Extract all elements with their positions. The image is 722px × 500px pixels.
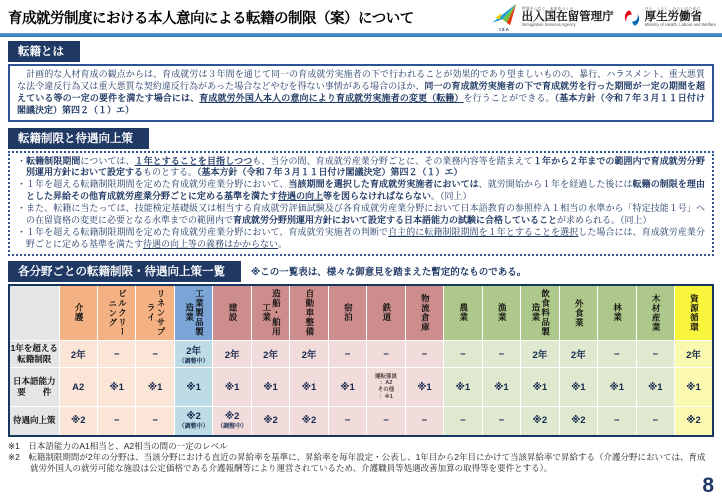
column-header-label: 工業製品製造業 (184, 289, 205, 337)
seigen-policy-box (8, 151, 714, 256)
table-cell: 2年 (59, 341, 97, 368)
table-cell: ※2 (675, 407, 714, 436)
text-segment: １年から２年までの範囲内で育成就労分野別運用方針において設定する (26, 155, 705, 178)
table-cell: 2年 (290, 341, 328, 368)
table-cell: − (482, 407, 520, 436)
text-segment: （基本方針（令和７年３月１１日付け閣議決定）第四２（１）エ） (17, 92, 705, 115)
column-header-green (636, 285, 674, 341)
table-cell: − (328, 341, 366, 368)
table-cell: ※1 (636, 368, 674, 407)
column-header-green (444, 285, 482, 341)
table-cell: ※2 （調整中） (213, 407, 251, 436)
table-cell: − (405, 341, 443, 368)
mhlw-logo-text (645, 7, 716, 28)
table-cell: − (367, 341, 405, 368)
text-segment: 待遇の向上等の義務はかからない (143, 238, 279, 249)
table-corner-cell (9, 285, 59, 341)
column-header-label: 造船・舶用工業 (261, 289, 282, 337)
isa-plane-icon (491, 3, 519, 32)
table-cell: − (367, 407, 405, 436)
text-segment: ものとする。 (143, 167, 198, 178)
table-cell: − (482, 341, 520, 368)
table-cell: ※1 (97, 368, 135, 407)
column-header-rose (213, 285, 251, 341)
table-cell: 2年 （調整中） (174, 341, 212, 368)
column-header-green (482, 285, 520, 341)
column-header-orange (59, 285, 97, 341)
column-header-label: 木材産業 (651, 293, 662, 332)
table-cell: ※1 (251, 368, 289, 407)
column-header-orange (136, 285, 174, 341)
text-segment: 転籍の制限を理由とした昇給その他育成就労産業分野ごとに定める基準を満たす (26, 179, 705, 202)
column-header-label: 外食業 (574, 298, 585, 327)
table-cell: ※1 (136, 368, 174, 407)
table-cell: 2年 (521, 341, 559, 368)
text-segment: も、当分の間、育成就労産業分野ごとに、その業務内容等を踏まえて (252, 155, 533, 166)
tenseki-definition-box (8, 64, 714, 122)
table-cell: ※1 (213, 368, 251, 407)
table-cell: − (636, 407, 674, 436)
policy-bullet-1 (17, 156, 705, 180)
text-segment: ・ (17, 155, 27, 166)
column-header-label: 林業 (612, 303, 623, 323)
table-cell: − (405, 407, 443, 436)
section-label-seigen: 転籍制限と待遇向上策 (8, 128, 149, 149)
table-cell: − (444, 341, 482, 368)
column-header-label: 介護 (74, 303, 85, 323)
table-cell: − (136, 407, 174, 436)
row-label: 待遇向上策 (9, 407, 59, 436)
text-segment: ・１年を超える転籍制限期間を定めた育成就労産業分野において、 (17, 179, 289, 190)
column-header-label: 農業 (458, 303, 469, 323)
table-cell: 運転係員 ：A2 その他 ：※1 (367, 368, 405, 407)
text-segment: 自主的に転籍制限期間を１年とすることを選択 (388, 226, 579, 237)
page-title: 育成就労制度における本人意向による転籍の制限（案）について (8, 11, 414, 27)
row-label: 1年を超える 転籍制限 (9, 341, 59, 368)
text-segment: 育成就労分野別運用方針において設定する日本語能力の試験に合格していること (233, 214, 558, 225)
table-note: ※この一覧表は、様々な御意見を踏まえた暫定的なものである。 (251, 267, 527, 278)
column-header-green (559, 285, 597, 341)
text-segment: 。 (278, 238, 288, 249)
paper-plane-icon (491, 3, 519, 27)
table-cell: ※1 (328, 368, 366, 407)
table-row (9, 407, 713, 436)
tenseki-paragraph (17, 69, 705, 117)
column-header-label: 物流倉庫 (420, 293, 431, 332)
sector-table-head (9, 285, 713, 341)
text-segment: ・１年を超える転籍制限期間を定めた育成就労産業分野において、育成就労実施者の判断で (17, 226, 389, 237)
table-cell: A2 (59, 368, 97, 407)
isa-name: 出入国在留管理庁 (521, 11, 614, 24)
mhlw-tagline: ひと、くらし、みらいのために (644, 6, 701, 12)
text-segment: を行うことができる。 (463, 92, 555, 103)
column-header-rose (251, 285, 289, 341)
sector-table (8, 284, 714, 437)
table-cell: ※1 (290, 368, 328, 407)
isa-tagline: 世界をつなぐ、未来をつくる。 (521, 6, 578, 12)
table-cell: − (598, 407, 636, 436)
table-cell: − (328, 407, 366, 436)
text-segment: した場合には、育成就労産業分野ごとに定める基準を満たす (26, 226, 705, 249)
column-header-green (521, 285, 559, 341)
column-header-label: 漁業 (497, 303, 508, 323)
table-cell: − (97, 407, 135, 436)
isa-logo-text (522, 7, 614, 28)
mhlw-swirl-icon (622, 8, 642, 28)
text-segment: については、 (80, 155, 135, 166)
text-segment: （基本方針（令和７年３月１１日付け閣議決定）第四２（１）エ） (197, 167, 463, 178)
column-header-rose (290, 285, 328, 341)
footnote-2: ※2 転籍制限期間が2年の分野は、当該分野における直近の昇給率を基準に、昇給率を毎年設定・公表し、1年目から2年目にかけて当該昇給率で昇給する（介護分野においては、育成就労外国人の就労可能な施設は公定価格である介護報酬等により運営されているため、介護職員等処遇改善加算の取得等を要件とする）。 (8, 451, 706, 474)
text-segment: 。（同上） (431, 191, 472, 202)
isa-logo (491, 3, 614, 32)
table-cell: ※2 (559, 407, 597, 436)
text-segment: 転籍制限期間 (26, 155, 81, 166)
policy-bullet-3 (17, 203, 705, 227)
table-cell: ※2 (251, 407, 289, 436)
column-header-label: 飲食料品製造業 (530, 289, 551, 337)
mhlw-name-en: Ministry of Health, Labour and Welfare (644, 22, 716, 28)
table-cell: ※1 (675, 368, 714, 407)
isa-name-en: Immigration Services Agency (521, 22, 576, 28)
text-segment: １年とすることを目指しつつ (134, 155, 253, 166)
table-cell: − (136, 341, 174, 368)
footnotes (8, 441, 714, 475)
header-divider (0, 33, 722, 37)
table-cell: 2年 (213, 341, 251, 368)
policy-bullet-4 (17, 227, 705, 251)
text-segment: 当該期間を選択した育成就労実施者においては (288, 179, 479, 190)
column-header-label: リネンサプライ (146, 289, 166, 337)
footnote-1: ※1 日本語能力のA1相当と、A2相当の間の一定のレベル (8, 440, 228, 451)
policy-bullet-2 (17, 179, 705, 203)
text-segment: ・また、転籍に当たっては、技能検定基礎級又は相当する育成就労評価試験及び各育成就労産業分野において日本語教育の参照枠Ａ１相当の水準から「特定技能１号」への在留資格の変更に必要となる水準までの範囲内で (17, 203, 705, 225)
table-cell: ※1 (405, 368, 443, 407)
column-header-blue (174, 285, 212, 341)
table-cell: − (97, 341, 135, 368)
table-cell: ※2 (521, 407, 559, 436)
column-header-rose (328, 285, 366, 341)
text-segment: 等を図らなければならない (323, 191, 432, 202)
text-segment: 育成就労外国人本人の意向により育成就労実施者の変更（転籍） (199, 92, 464, 103)
table-cell: ※1 (521, 368, 559, 407)
table-cell: 2年 (559, 341, 597, 368)
table-cell: ※1 (174, 368, 212, 407)
table-cell: ※1 (559, 368, 597, 407)
column-header-label: 鉄道 (381, 303, 392, 323)
text-segment: 計画的な人材育成の観点からは、育成就労は３年間を通じて同一の育成就労実施者の下で行われることが効果的であり望ましいものの、暴行、ハラスメント、重大悪質な法令違反行為又は重大悪質な契約違反行為があった場合などやむを得ない事情がある場合のほか、 (17, 69, 705, 91)
table-cell: ※1 (598, 368, 636, 407)
table-cell: ※1 (444, 368, 482, 407)
column-header-rose (367, 285, 405, 341)
text-segment: 同一の育成就労実施者の下で育成就労を行った期間が一定の期間を超えている等の一定の要件を満たす場合には、 (17, 80, 705, 103)
table-cell: ※2 （調整中） (174, 407, 212, 436)
mhlw-logo (622, 7, 716, 28)
column-header-green (598, 285, 636, 341)
row-label: 日本語能力 要 件 (9, 368, 59, 407)
column-header-yellow (675, 285, 714, 341)
table-title: 各分野ごとの転籍制限・待遇向上策一覧 (8, 261, 241, 282)
agency-logos (491, 3, 716, 32)
mhlw-name: 厚生労働省 (644, 11, 703, 24)
table-title-row (0, 261, 714, 282)
text-segment: 、就労開始から１年を経過した後には (478, 179, 633, 190)
column-header-rose (405, 285, 443, 341)
column-header-label: 建設 (227, 303, 238, 323)
page-number: 8 (702, 474, 714, 497)
table-cell: 2年 (675, 341, 714, 368)
column-header-orange (97, 285, 135, 341)
table-cell: 2年 (251, 341, 289, 368)
table-cell: ※1 (482, 368, 520, 407)
text-segment: が求められる。（同上） (557, 214, 652, 225)
section-label-tenseki: 転籍とは (8, 41, 80, 62)
table-row (9, 368, 713, 407)
table-cell: − (444, 407, 482, 436)
column-header-label: ビルクリーニング (107, 289, 128, 337)
isa-mark-label: ISA (499, 27, 510, 32)
table-cell: − (598, 341, 636, 368)
table-cell: ※2 (290, 407, 328, 436)
sector-table-body (9, 341, 713, 436)
table-row (9, 341, 713, 368)
header (0, 0, 722, 33)
table-cell: − (636, 341, 674, 368)
table-cell: ※2 (59, 407, 97, 436)
column-header-label: 資源循環 (689, 293, 700, 332)
text-segment: 待遇の向上 (278, 191, 324, 202)
column-header-label: 自動車整備 (304, 289, 315, 337)
column-header-label: 宿泊 (343, 303, 354, 323)
